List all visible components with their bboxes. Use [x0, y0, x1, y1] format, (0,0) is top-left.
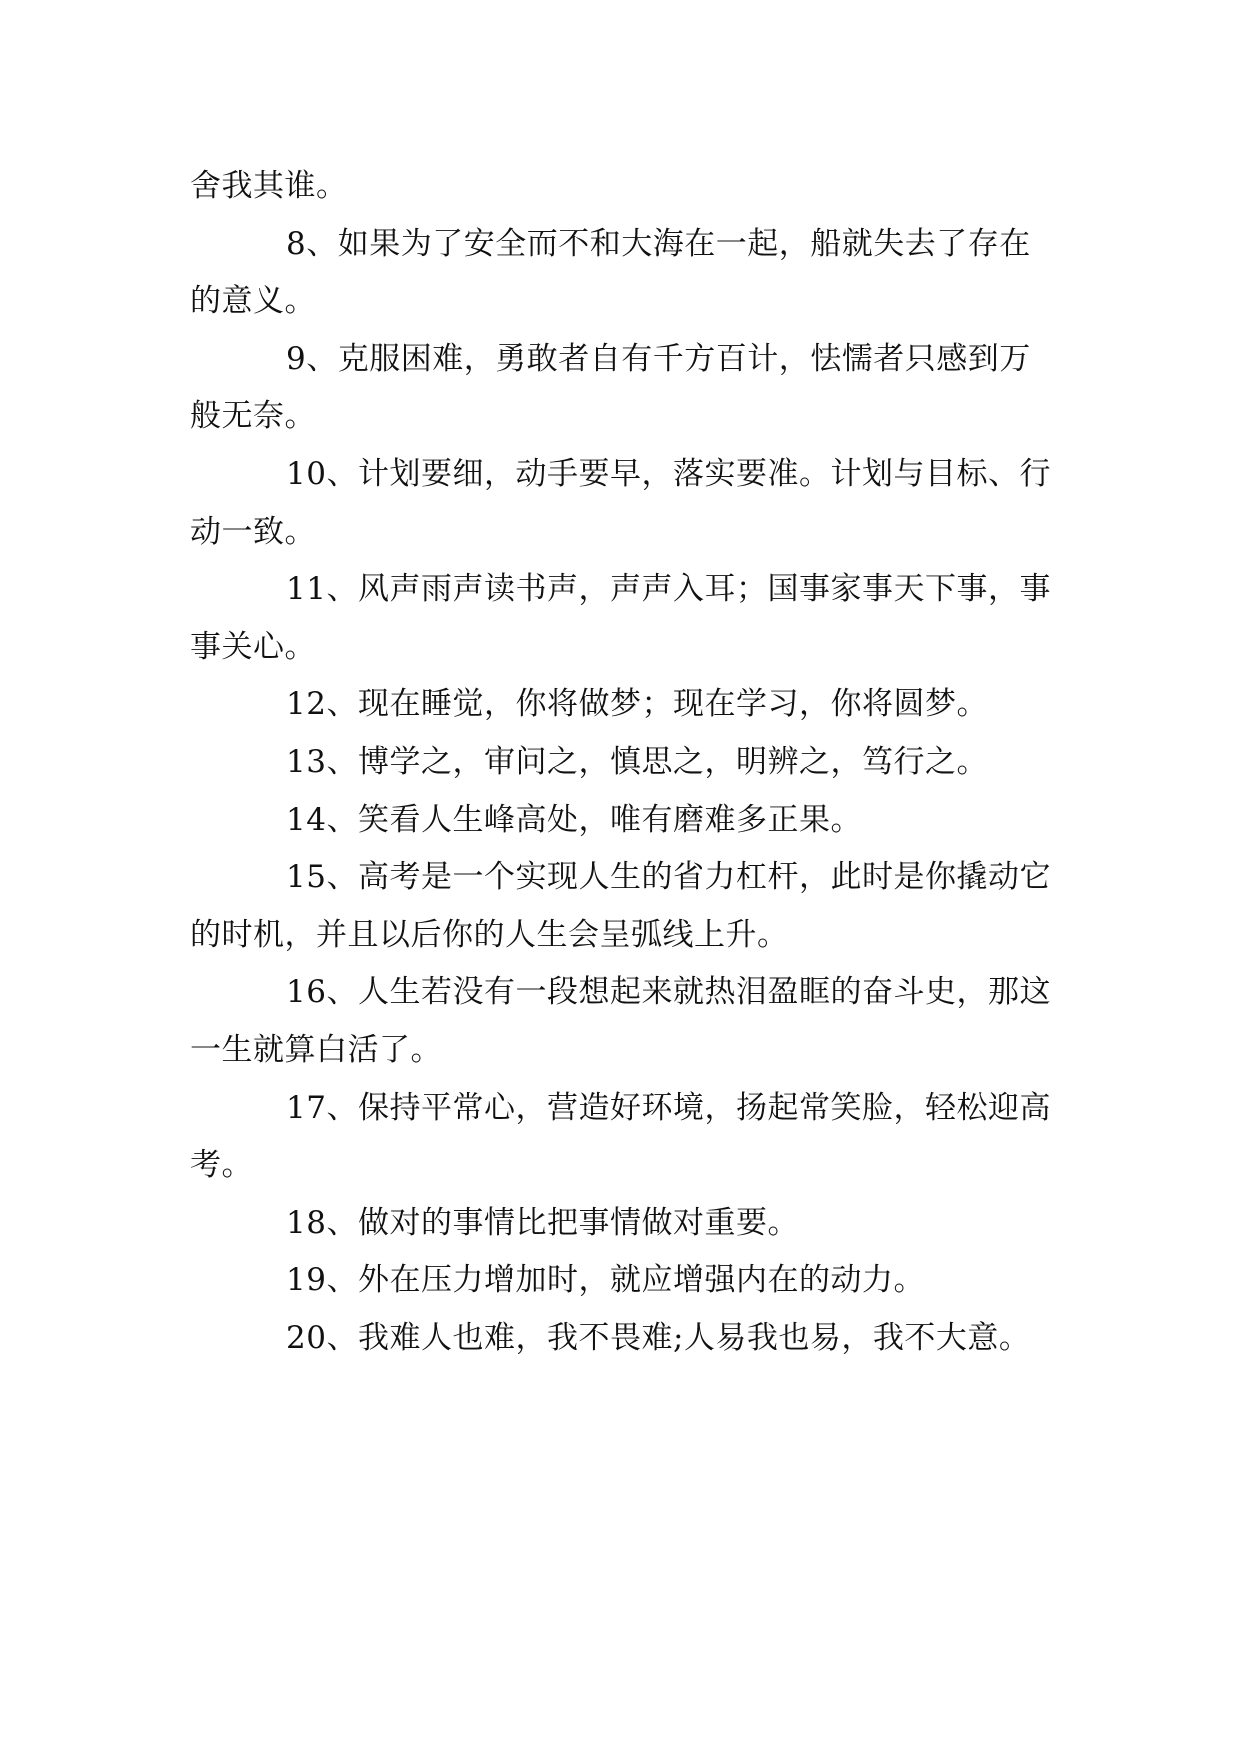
list-item: 10、计划要细，动手要早，落实要准。计划与目标、行动一致。: [190, 455, 1051, 550]
list-item: 8、如果为了安全而不和大海在一起，船就失去了存在的意义。: [190, 225, 1031, 320]
list-item: 19、外在压力增加时，就应增强内在的动力。: [286, 1262, 925, 1299]
list-item: 13、博学之，审问之，慎思之，明辨之，笃行之。: [286, 743, 988, 780]
list-item: 14、笑看人生峰高处，唯有磨难多正果。: [286, 801, 862, 838]
list-item: 12、现在睡觉，你将做梦；现在学习，你将圆梦。: [286, 686, 988, 723]
continuation-text: 舍我其谁。: [190, 168, 348, 204]
list-item: 11、风声雨声读书声，声声入耳；国事家事天下事，事事关心。: [190, 571, 1051, 665]
list-item: 18、做对的事情比把事情做对重要。: [286, 1204, 799, 1241]
list-item: 9、克服困难，勇敢者自有千方百计，怯懦者只感到万般无奈。: [190, 340, 1031, 435]
document-body: [190, 158, 1052, 1367]
list-item: 17、保持平常心，营造好环境，扬起常笑脸，轻松迎高考。: [190, 1089, 1051, 1184]
list-item: 16、人生若没有一段想起来就热泪盈眶的奋斗史，那这一生就算白活了。: [190, 974, 1051, 1068]
list-item: 15、高考是一个实现人生的省力杠杆，此时是你撬动它的时机，并且以后你的人生会呈弧线上升。: [190, 859, 1051, 953]
list-item: 20、我难人也难，我不畏难;人易我也易，我不大意。: [286, 1319, 1031, 1356]
